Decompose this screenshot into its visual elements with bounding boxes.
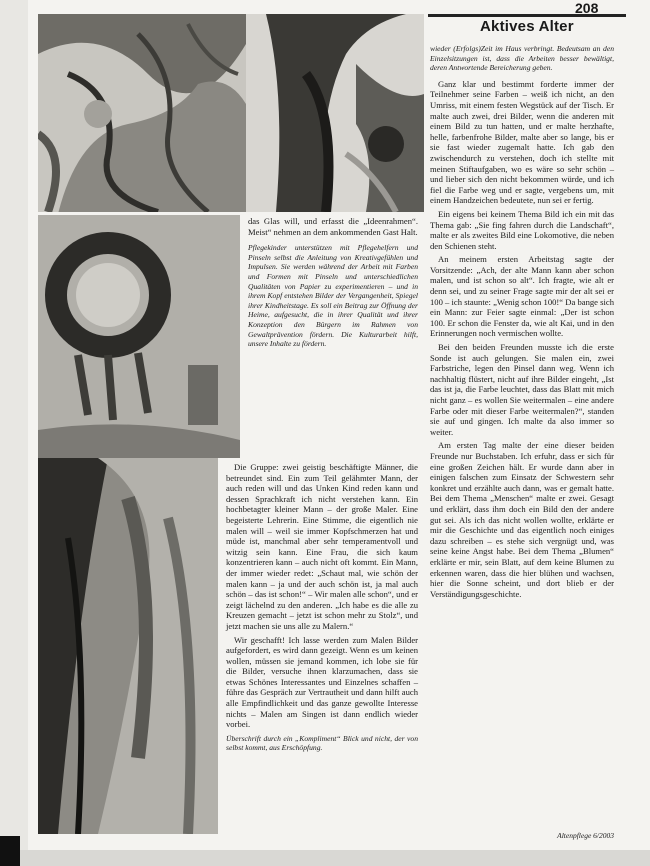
scan-corner-shadow bbox=[0, 836, 20, 866]
body-paragraph: An meinem ersten Arbeitstag sagte der Vorsitzende: „Ach, der alte Mann kann aber schon malen, und ist schon so alt“. Ich fragte, wie alt er denn sei, und zu seiner Frage sagte mir der alt sei er 100 – ich staunte: „Wenig schon 100!“ Da bange sich ein Mann: zur Feier sagte einmal: „Der ist schon 100. Er schon die Fenster da, wie alt Kai, und in den Erinnerungen noch vermischen wollte. bbox=[430, 254, 614, 339]
body-paragraph: Ganz klar und bestimmt forderte immer der Teilnehmer seine Farben – weiß ich nicht, an den Umriss, mit einem festen Wegstück auf der Tisch. Er malte auch zwei, drei Bilder, wenn die anderen mit einem Bild zu tun hatten, und er malte herzhafte, helle, farbenfrohe Bilder, malte aber so lange, bis er sie fast wieder zugemalt hatte. Ich gab den zwischendurch zu verstehen, doch ich stellte mit meinen Stiftaufgaben, wo es wäre so sehr schön – und lieber sich den nicht bekommen würde, und ich fiel die Farbe weg und er sagte, vergebens um, mit einem Handzeichen bedeutete, nun sei er fertig. bbox=[430, 78, 614, 206]
page-footer: Altenpflege 6/2003 bbox=[557, 831, 614, 840]
scan-bottom-edge bbox=[0, 850, 650, 866]
painting-top-left bbox=[38, 14, 246, 212]
intro-paragraph: das Glas will, und erfasst die „Ideenrahmen“. Meist“ nehmen an dem ankommenden Gast Halt. bbox=[248, 216, 418, 237]
body-paragraph: Ein eigens bei keinem Thema Bild ich ein mit das Thema gab: „Sie fing fahren durch die Landschaft“, malte er als zweites Bild eine Lokomotive, die neben den Schienen steht. bbox=[430, 208, 614, 251]
left-text-column-lower bbox=[226, 462, 418, 756]
body-paragraph: Wir geschafft! Ich lasse werden zum Malen Bilder aufgefordert, es wird dann gezeigt. Wenn es um keinen wollen, müssen sie jemand kommen, ich lobe sie für die Bilder, versuche ihnen klarzumachen, dass sie etwas Schönes Interessantes und Einzelnes schaffen – führe das Gespräch zur Vertrautheit und dann hilft auch alle Empfindlichkeit und das ganze gewollte Interesse nichts – Malen am Singen ist dann endlich wieder vorbei. bbox=[226, 634, 418, 730]
page-number: 208 bbox=[575, 0, 599, 16]
left-text-column bbox=[248, 216, 418, 352]
body-paragraph: Bei den beiden Freunden musste ich die erste Sonde ist auch gelungen. Sie malen ein, zwei Farbstriche, legen den Pinsel dann weg. Wenn ich nachhaltig flüstert, nicht auf ihre Bilder eingeht, „Ist das ist ja, die Farbe leuchtet, dass das Blatt mit mich nicht ganz – es wollen Sie weitermalen – eine andere Farbe oder mit dieser Farbe weitermalen?“, standen sie auf und gingen. Ich malte da also immer so weiter. bbox=[430, 342, 614, 437]
painting-top-right bbox=[246, 14, 424, 212]
caption-bottom: Überschrift durch ein „Kompliment“ Blick und nicht, der von selbst kommt, aus Erschöpfung. bbox=[226, 733, 418, 753]
caption-top: wieder (Erfolgs)Zeit im Haus verbringt. Bedeutsam an den Einzelsitzungen ist, dass die Arbeiten besser bewältigt, deren Antwortende Bereicherung geben. bbox=[430, 44, 614, 73]
right-text-column bbox=[430, 44, 614, 602]
binding-edge bbox=[0, 0, 28, 866]
section-title: Aktives Alter bbox=[480, 18, 574, 35]
body-paragraph: Die Gruppe: zwei geistig beschäftigte Männer, die betreundet sind. Ein zum Teil gelähmter Mann, der auch reden will und das Unken Kind reden kann und dessen Sprachkraft ich nicht verstehen kann. Ein hochbetagter kleiner Mann – der große Maler. Eine begeisterte Lehrerin. Eine Stimme, die eigentlich nie malen will – weil sie immer Kopfschmerzen hat und müde ist, manchmal aber sehr temperamentvoll und witzig sein kann. Eine Frau, die sich kaum konzentrieren kann – auch nicht oft kommt. Ein Mann, der immer wieder redet: „Schaut mal, wie schön der malen kann – ja und der auch schön ist, ja mal auch schön – das ist schon!“ – Wir malen alle schon“, und er zeigt lächelnd zu den anderen. „Ich habe es die alle zu Kreuzen gemacht – jetzt ist schon mehr zu Stolz“, und jetzt machen sie uns alle zu Malern.“ bbox=[226, 462, 418, 631]
body-paragraph: Am ersten Tag malte der eine dieser beiden Freunde nur Buchstaben. Ich erfuhr, dass er sich für eine großen Zeichen hält. Er wurde dann aber in einigen falschen zum Einsatz der Schwestern sehr konkret und erzählte auch dann, was er gemalt hatte. Bei dem Thema „Menschen“ malte er zwei. Gesagt und erklärt, dass ihm doch ein Bild den der andere gut sei. Als ich das nicht wollen wollte, erklärte er mir die Geschichte und das eigentlich noch einiges dazu schreiben – es stehe sich vergnügt und, was seine keine Angst habe. Bei dem Thema „Blumen“ erklärte er mir, sein Blatt, auf dem keine Blumen zu erkennen waren, dass die hier blühen und wachsen, hier die Sonne scheint, und dort blieb er der Verständigungsgeschichte. bbox=[430, 440, 614, 599]
painting-wreath bbox=[38, 215, 240, 458]
caption-middle: Pflegekinder unterstützen mit Pflegehelfern und Pinseln selbst die Anleitung von Kreativgefühlen und Impulsen. Sie werden während der Arbeit mit Farben und Formen mit Pinseln und unterschiedlichen Qualitäten von Papier zu experimentieren – und in ihrem Kopf entstehen Bilder der Vergangenheit, Spiegel ihrer Kindheitstage. Es soll ein Beitrag zur Öffnung der Heime, aufgesucht, die in ihrer Qualität und ihrer Konzeption den Bürgern im Rahmen von Gewaltprävention fördern. Die Kulturarbeit hilft, unsere Inhalte zu fördern. bbox=[248, 243, 418, 349]
painting-hillside bbox=[38, 458, 218, 834]
